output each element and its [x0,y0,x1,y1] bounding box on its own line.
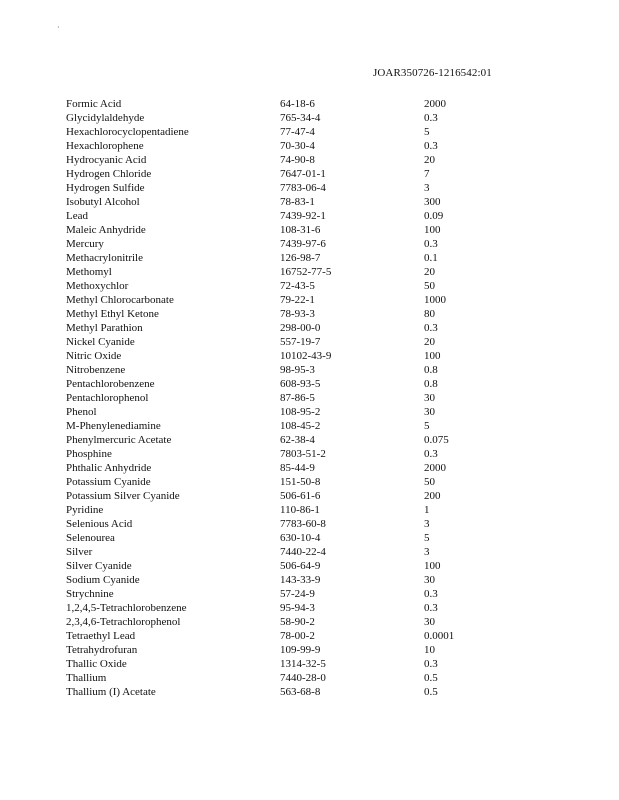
limit-value: 0.8 [424,364,438,376]
chemical-name: Phenylmercuric Acetate [66,434,172,446]
chemical-name: Hydrogen Sulfide [66,182,145,194]
chemical-name: Selenious Acid [66,518,133,530]
table-row [66,531,546,545]
cas-number: 72-43-5 [280,280,315,292]
table-row [66,685,546,699]
chemical-name: Hexachlorophene [66,140,144,152]
table-row [66,349,546,363]
cas-number: 58-90-2 [280,616,315,628]
cas-number: 70-30-4 [280,140,315,152]
cas-number: 62-38-4 [280,434,315,446]
table-row [66,461,546,475]
table-row [66,181,546,195]
limit-value: 2000 [424,462,446,474]
chemical-name: Glycidylaldehyde [66,112,145,124]
table-row [66,111,546,125]
table-row [66,153,546,167]
limit-value: 0.3 [424,602,438,614]
limit-value: 100 [424,560,441,572]
chemical-name: Thallium (I) Acetate [66,686,156,698]
chemical-name: Formic Acid [66,98,122,110]
limit-value: 5 [424,126,430,138]
table-row [66,517,546,531]
cas-number: 77-47-4 [280,126,315,138]
limit-value: 100 [424,224,441,236]
table-row [66,559,546,573]
chemical-name: Silver [66,546,93,558]
table-row [66,587,546,601]
table-row [66,307,546,321]
chemical-name: Thallic Oxide [66,658,127,670]
limit-value: 3 [424,182,430,194]
cas-number: 7783-06-4 [280,182,326,194]
cas-number: 126-98-7 [280,252,321,264]
limit-value: 20 [424,154,435,166]
limit-value: 20 [424,336,435,348]
table-row [66,293,546,307]
chemical-name: Sodium Cyanide [66,574,140,586]
limit-value: 5 [424,420,430,432]
cas-number: 143-33-9 [280,574,321,586]
cas-number: 765-34-4 [280,112,321,124]
table-row [66,629,546,643]
limit-value: 0.5 [424,672,438,684]
cas-number: 108-45-2 [280,420,321,432]
limit-value: 20 [424,266,435,278]
chemical-name: Nickel Cyanide [66,336,135,348]
cas-number: 74-90-8 [280,154,315,166]
chemical-name: Hexachlorocyclopentadiene [66,126,189,138]
chemical-name: Hydrogen Chloride [66,168,152,180]
limit-value: 3 [424,518,430,530]
chemical-name: Lead [66,210,88,222]
cas-number: 87-86-5 [280,392,315,404]
limit-value: 50 [424,280,435,292]
chemical-name: Methyl Parathion [66,322,143,334]
table-row [66,503,546,517]
document-id: JOAR350726-1216542:01 [373,67,492,79]
table-row [66,209,546,223]
chemical-name: Strychnine [66,588,114,600]
table-row [66,391,546,405]
cas-number: 7439-97-6 [280,238,326,250]
limit-value: 30 [424,574,435,586]
limit-value: 0.1 [424,252,438,264]
limit-value: 0.075 [424,434,449,446]
table-row [66,279,546,293]
chemical-name: Mercury [66,238,104,250]
limit-value: 10 [424,644,435,656]
cas-number: 109-99-9 [280,644,321,656]
limit-value: 30 [424,406,435,418]
table-row [66,377,546,391]
limit-value: 0.3 [424,588,438,600]
cas-number: 110-86-1 [280,504,320,516]
limit-value: 1000 [424,294,446,306]
table-row [66,195,546,209]
cas-number: 630-10-4 [280,532,321,544]
limit-value: 200 [424,490,441,502]
chemical-name: 1,2,4,5-Tetrachlorobenzene [66,602,187,614]
limit-value: 0.3 [424,448,438,460]
limit-value: 0.5 [424,686,438,698]
limit-value: 5 [424,532,430,544]
cas-number: 506-61-6 [280,490,321,502]
table-row [66,405,546,419]
limit-value: 2000 [424,98,446,110]
cas-number: 7783-60-8 [280,518,326,530]
table-row [66,321,546,335]
chemical-name: Isobutyl Alcohol [66,196,140,208]
cas-number: 506-64-9 [280,560,321,572]
cas-number: 563-68-8 [280,686,321,698]
cas-number: 108-31-6 [280,224,321,236]
cas-number: 95-94-3 [280,602,315,614]
chemical-table [66,97,546,699]
chemical-name: Methoxychlor [66,280,129,292]
corner-mark: · [57,23,60,32]
table-row [66,335,546,349]
cas-number: 79-22-1 [280,294,315,306]
table-row [66,447,546,461]
chemical-name: Selenourea [66,532,115,544]
table-row [66,363,546,377]
cas-number: 78-00-2 [280,630,315,642]
chemical-name: Methacrylonitrile [66,252,143,264]
limit-value: 0.3 [424,658,438,670]
table-row [66,265,546,279]
cas-number: 7803-51-2 [280,448,326,460]
chemical-name: Potassium Cyanide [66,476,151,488]
chemical-name: Tetraethyl Lead [66,630,136,642]
limit-value: 1 [424,504,430,516]
chemical-name: Nitric Oxide [66,350,122,362]
chemical-name: Pentachlorobenzene [66,378,155,390]
limit-value: 300 [424,196,441,208]
table-row [66,545,546,559]
chemical-name: Nitrobenzene [66,364,126,376]
cas-number: 78-83-1 [280,196,315,208]
chemical-name: Potassium Silver Cyanide [66,490,180,502]
cas-number: 57-24-9 [280,588,315,600]
table-row [66,643,546,657]
limit-value: 100 [424,350,441,362]
table-row [66,419,546,433]
table-row [66,615,546,629]
chemical-name: Methyl Ethyl Ketone [66,308,159,320]
table-row [66,671,546,685]
limit-value: 50 [424,476,435,488]
limit-value: 0.3 [424,322,438,334]
chemical-name: Tetrahydrofuran [66,644,138,656]
cas-number: 108-95-2 [280,406,321,418]
limit-value: 3 [424,546,430,558]
cas-number: 7439-92-1 [280,210,326,222]
cas-number: 1314-32-5 [280,658,326,670]
cas-number: 98-95-3 [280,364,315,376]
table-row [66,97,546,111]
table-row [66,475,546,489]
chemical-name: Thallium [66,672,107,684]
chemical-name: Maleic Anhydride [66,224,146,236]
cas-number: 151-50-8 [280,476,321,488]
cas-number: 64-18-6 [280,98,315,110]
chemical-name: Hydrocyanic Acid [66,154,147,166]
cas-number: 298-00-0 [280,322,321,334]
limit-value: 0.09 [424,210,444,222]
chemical-name: Pentachlorophenol [66,392,149,404]
limit-value: 7 [424,168,430,180]
cas-number: 608-93-5 [280,378,321,390]
limit-value: 30 [424,392,435,404]
limit-value: 0.3 [424,238,438,250]
limit-value: 0.3 [424,140,438,152]
chemical-name: M-Phenylenediamine [66,420,161,432]
limit-value: 0.0001 [424,630,455,642]
cas-number: 7647-01-1 [280,168,326,180]
cas-number: 85-44-9 [280,462,315,474]
chemical-name: Phthalic Anhydride [66,462,152,474]
cas-number: 7440-22-4 [280,546,326,558]
limit-value: 0.3 [424,112,438,124]
chemical-name: Methomyl [66,266,112,278]
table-row [66,433,546,447]
cas-number: 7440-28-0 [280,672,326,684]
cas-number: 78-93-3 [280,308,315,320]
table-row [66,489,546,503]
table-row [66,139,546,153]
chemical-name: Methyl Chlorocarbonate [66,294,174,306]
chemical-name: Phenol [66,406,97,418]
table-row [66,251,546,265]
cas-number: 16752-77-5 [280,266,332,278]
cas-number: 10102-43-9 [280,350,332,362]
cas-number: 557-19-7 [280,336,321,348]
limit-value: 80 [424,308,435,320]
table-row [66,167,546,181]
limit-value: 0.8 [424,378,438,390]
chemical-name: 2,3,4,6-Tetrachlorophenol [66,616,181,628]
table-row [66,125,546,139]
table-row [66,657,546,671]
chemical-name: Silver Cyanide [66,560,132,572]
table-row [66,223,546,237]
chemical-name: Phosphine [66,448,112,460]
table-row [66,573,546,587]
chemical-name: Pyridine [66,504,104,516]
table-row [66,237,546,251]
table-row [66,601,546,615]
limit-value: 30 [424,616,435,628]
